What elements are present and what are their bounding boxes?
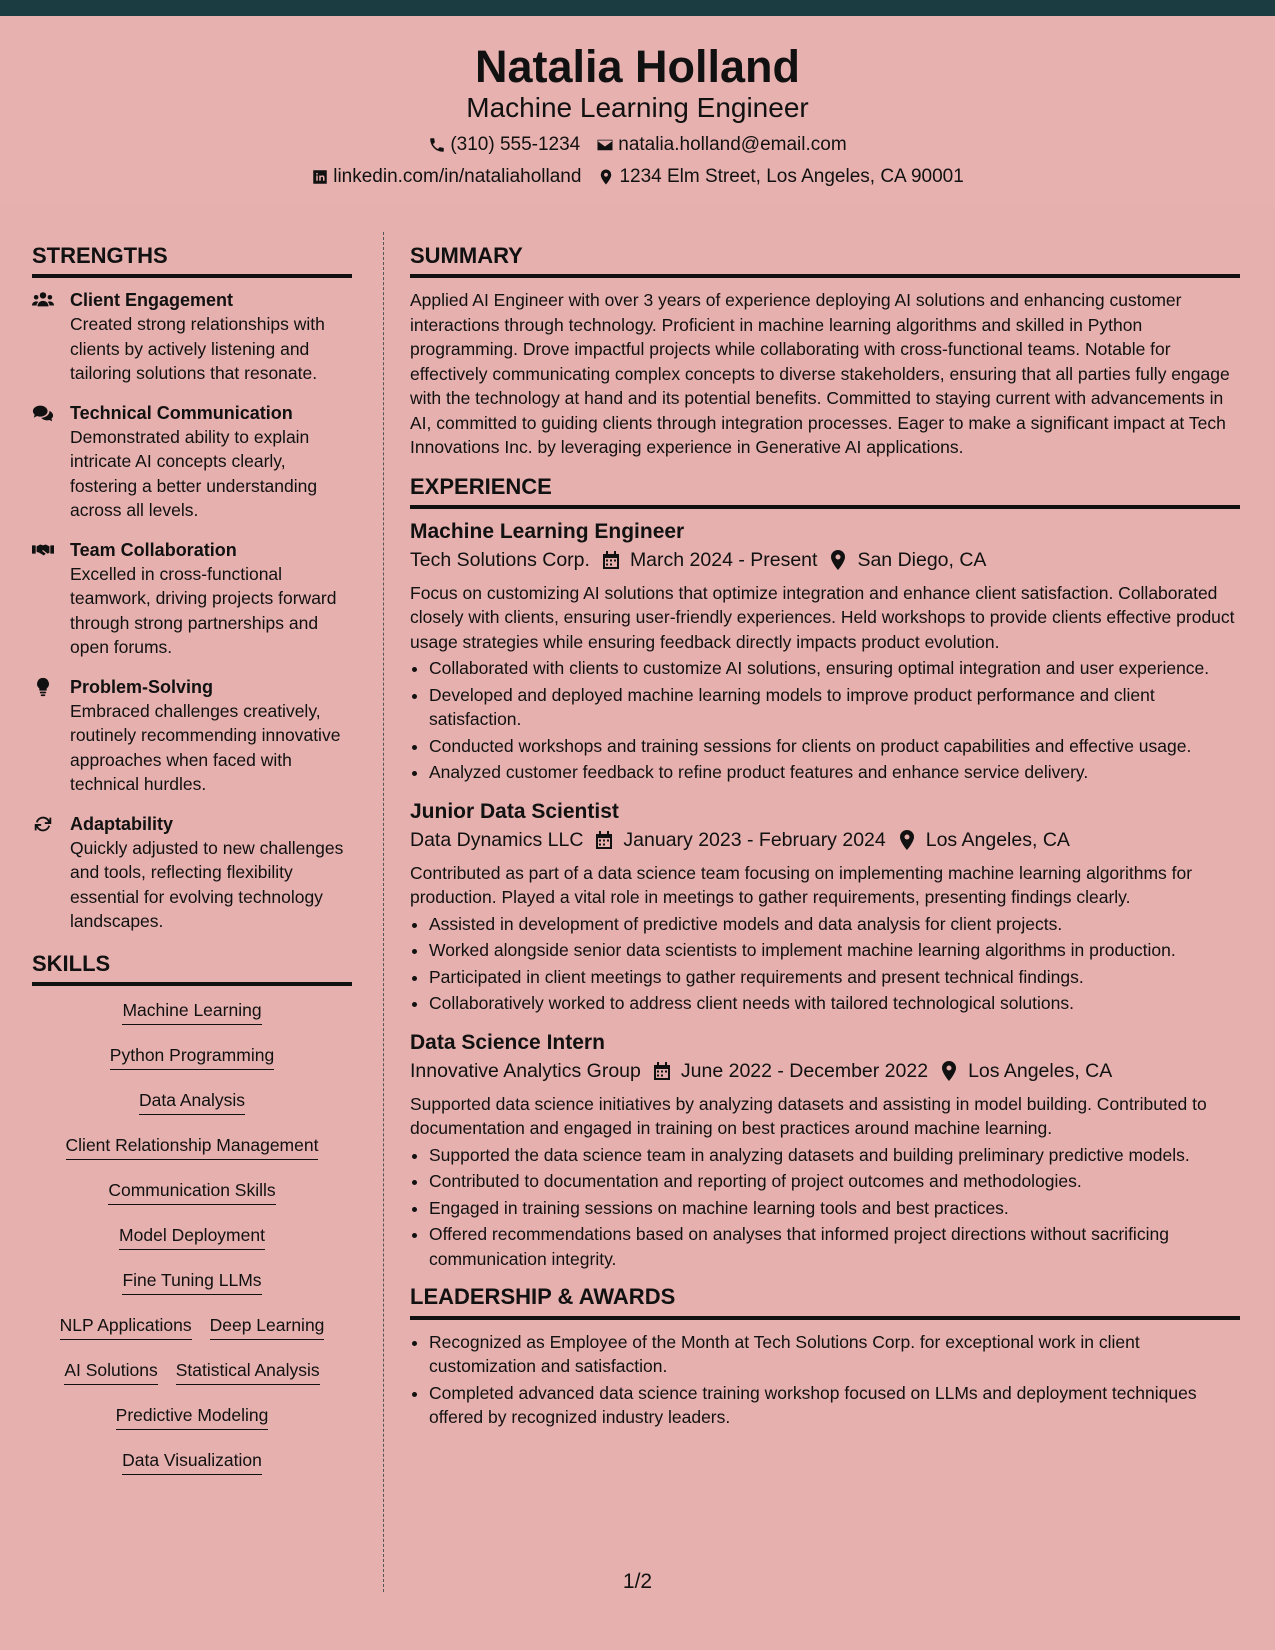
skill-tag: Data Analysis	[139, 1088, 245, 1115]
left-column	[32, 244, 352, 1493]
awards-heading: LEADERSHIP & AWARDS	[410, 1285, 1240, 1319]
contact-row-1	[0, 134, 1275, 157]
job-dates: March 2024 - Present	[629, 548, 818, 571]
skill-tag: Data Visualization	[122, 1448, 262, 1475]
skills-list	[32, 998, 352, 1493]
job-company: Data Dynamics LLC	[410, 828, 584, 851]
job-title: Machine Learning Engineer	[410, 519, 685, 543]
job-entry	[410, 799, 1240, 1016]
skill-tag: AI Solutions	[64, 1358, 157, 1385]
phone-icon	[428, 136, 446, 154]
list-item: • Collaboratively worked to address client needs with tailored technological solutions.	[429, 991, 1240, 1016]
skill-tag: Model Deployment	[119, 1223, 265, 1250]
job-company: Tech Solutions Corp.	[410, 548, 590, 571]
envelope-icon	[596, 136, 614, 154]
job-meta	[410, 825, 1240, 855]
experience-heading: EXPERIENCE	[410, 475, 1240, 509]
job-description: Contributed as part of a data science team focusing on implementing machine learning algorithms for production. Played a vital role in meetings to gather requirements, presenting findings clearly.	[410, 862, 1193, 908]
linkedin-contact[interactable]	[311, 166, 581, 189]
job-entry	[410, 519, 1240, 785]
job-dates: January 2023 - February 2024	[623, 828, 886, 851]
job-location: Los Angeles, CA	[925, 828, 1070, 851]
strength-desc: Demonstrated ability to explain intricate AI concepts clearly, fostering a better understanding across all levels.	[70, 426, 318, 521]
candidate-name: Natalia Holland	[474, 41, 801, 92]
list-item: • Contributed to documentation and reporting of project outcomes and methodologies.	[429, 1169, 1240, 1194]
skill-tag: Predictive Modeling	[116, 1403, 269, 1430]
skill-tag: Python Programming	[110, 1043, 274, 1070]
job-title: Junior Data Scientist	[410, 799, 619, 823]
skill-tag: Deep Learning	[210, 1313, 325, 1340]
skill-tag: NLP Applications	[60, 1313, 192, 1340]
job-description: Focus on customizing AI solutions that optimize integration and enhance client satisfaction. Collaborated closely with clients, ensuring user-friendly experiences. Held workshops to provide clients effective product usage strategies while ensuring feedback directly impacts product evolution.	[410, 582, 1235, 652]
list-item: • Participated in client meetings to gather requirements and present technical findings.	[429, 965, 1240, 990]
map-marker-icon	[829, 550, 847, 570]
sync-icon	[32, 814, 54, 834]
list-item: • Completed advanced data science training workshop focused on LLMs and deployment techniques offered by recognized industry leaders.	[429, 1381, 1240, 1430]
address-text: 1234 Elm Street, Los Angeles, CA 90001	[619, 166, 964, 187]
linkedin-icon	[311, 168, 329, 186]
map-marker-icon	[898, 830, 916, 850]
job-bullets	[410, 656, 1240, 785]
job-bullets	[410, 1143, 1240, 1272]
linkedin-text[interactable]: linkedin.com/in/nataliaholland	[333, 166, 582, 187]
contact-row-2	[0, 166, 1275, 189]
email-contact[interactable]	[596, 134, 846, 157]
summary-heading: SUMMARY	[410, 244, 1240, 278]
column-divider	[383, 232, 384, 1592]
strengths-heading: STRENGTHS	[32, 244, 352, 278]
address-contact	[597, 166, 963, 189]
phone-contact	[428, 134, 580, 157]
page-number: 1/2	[622, 1570, 653, 1593]
job-location: Los Angeles, CA	[968, 1059, 1113, 1082]
strength-title: Problem-Solving	[70, 676, 214, 697]
comments-icon	[32, 403, 54, 423]
job-meta	[410, 545, 1240, 575]
job-description: Supported data science initiatives by analyzing datasets and assisting in model building. Contributed to documentation and engaged in training on best practices around machine learning.	[410, 1093, 1207, 1139]
skill-tag: Machine Learning	[122, 998, 261, 1025]
job-location: San Diego, CA	[857, 548, 987, 571]
top-bar	[0, 0, 1275, 16]
map-marker-icon	[597, 168, 615, 186]
list-item: • Offered recommendations based on analyses that informed project directions without sacrificing communication integrity.	[429, 1222, 1240, 1271]
strength-item	[32, 812, 352, 934]
lightbulb-icon	[32, 677, 54, 697]
users-icon	[32, 290, 54, 310]
skill-tag: Client Relationship Management	[66, 1133, 319, 1160]
strength-desc: Excelled in cross-functional teamwork, driving projects forward through strong partnerships and open forums.	[70, 563, 337, 658]
skill-tag: Statistical Analysis	[176, 1358, 320, 1385]
list-item: • Engaged in training sessions on machine learning tools and best practices.	[429, 1196, 1240, 1221]
calendar-icon	[602, 550, 620, 570]
strength-desc: Created strong relationships with clients by actively listening and tailoring solutions that resonate.	[70, 314, 325, 384]
strength-desc: Quickly adjusted to new challenges and tools, reflecting flexibility essential for evolving technology landscapes.	[70, 837, 344, 932]
handshake-icon	[32, 540, 54, 560]
awards-bullets	[410, 1330, 1240, 1430]
job-dates: June 2022 - December 2022	[680, 1059, 929, 1082]
list-item: • Assisted in development of predictive models and data analysis for client projects.	[429, 912, 1240, 937]
list-item: • Supported the data science team in analyzing datasets and building preliminary predictive models.	[429, 1143, 1240, 1168]
strength-item	[32, 675, 352, 797]
candidate-title: Machine Learning Engineer	[466, 92, 809, 123]
list-item: • Analyzed customer feedback to refine product features and enhance service delivery.	[429, 760, 1240, 785]
strength-item	[32, 538, 352, 660]
strength-title: Team Collaboration	[70, 539, 237, 560]
map-marker-icon	[940, 1061, 958, 1081]
phone-text: (310) 555-1234	[450, 134, 581, 155]
skill-tag: Fine Tuning LLMs	[122, 1268, 261, 1295]
skill-tag: Communication Skills	[108, 1178, 275, 1205]
job-title: Data Science Intern	[410, 1030, 605, 1054]
resume-header	[0, 16, 1275, 204]
skills-heading: SKILLS	[32, 952, 352, 986]
strength-item	[32, 401, 352, 523]
job-entry	[410, 1030, 1240, 1272]
list-item: • Conducted workshops and training sessions for clients on product capabilities and effective usage.	[429, 734, 1240, 759]
strength-desc: Embraced challenges creatively, routinely recommending innovative approaches when faced with technical hurdles.	[70, 700, 341, 795]
list-item: • Developed and deployed machine learning models to improve product performance and client satisfaction.	[429, 683, 1240, 732]
list-item: • Worked alongside senior data scientists to implement machine learning algorithms in production.	[429, 938, 1240, 963]
job-bullets	[410, 912, 1240, 1016]
strength-title: Technical Communication	[70, 402, 293, 423]
email-text[interactable]: natalia.holland@email.com	[618, 134, 847, 155]
right-column	[410, 244, 1240, 1432]
calendar-icon	[595, 830, 613, 850]
strength-title: Adaptability	[70, 813, 174, 834]
list-item: • Collaborated with clients to customize AI solutions, ensuring optimal integration and user experience.	[429, 656, 1240, 681]
strength-item	[32, 288, 352, 386]
job-company: Innovative Analytics Group	[410, 1059, 641, 1082]
summary-text: Applied AI Engineer with over 3 years of experience deploying AI solutions and enhancing customer interactions through technology. Proficient in machine learning algorithms and skilled in Python programming. Drove impactful projects while collaborating with cross-functional teams. Notable for effectively communicating complex concepts to diverse stakeholders, ensuring that all parties fully engage with the technology at hand and its potential benefits. Committed to staying current with advancements in AI, committed to guiding clients through integration processes. Eager to make a significant impact at Tech Innovations Inc. by leveraging experience in Generative AI applications.	[410, 290, 1230, 458]
list-item: • Recognized as Employee of the Month at Tech Solutions Corp. for exceptional work in client customization and satisfaction.	[429, 1330, 1240, 1379]
calendar-icon	[653, 1061, 671, 1081]
strength-title: Client Engagement	[70, 290, 234, 311]
job-meta	[410, 1056, 1240, 1086]
